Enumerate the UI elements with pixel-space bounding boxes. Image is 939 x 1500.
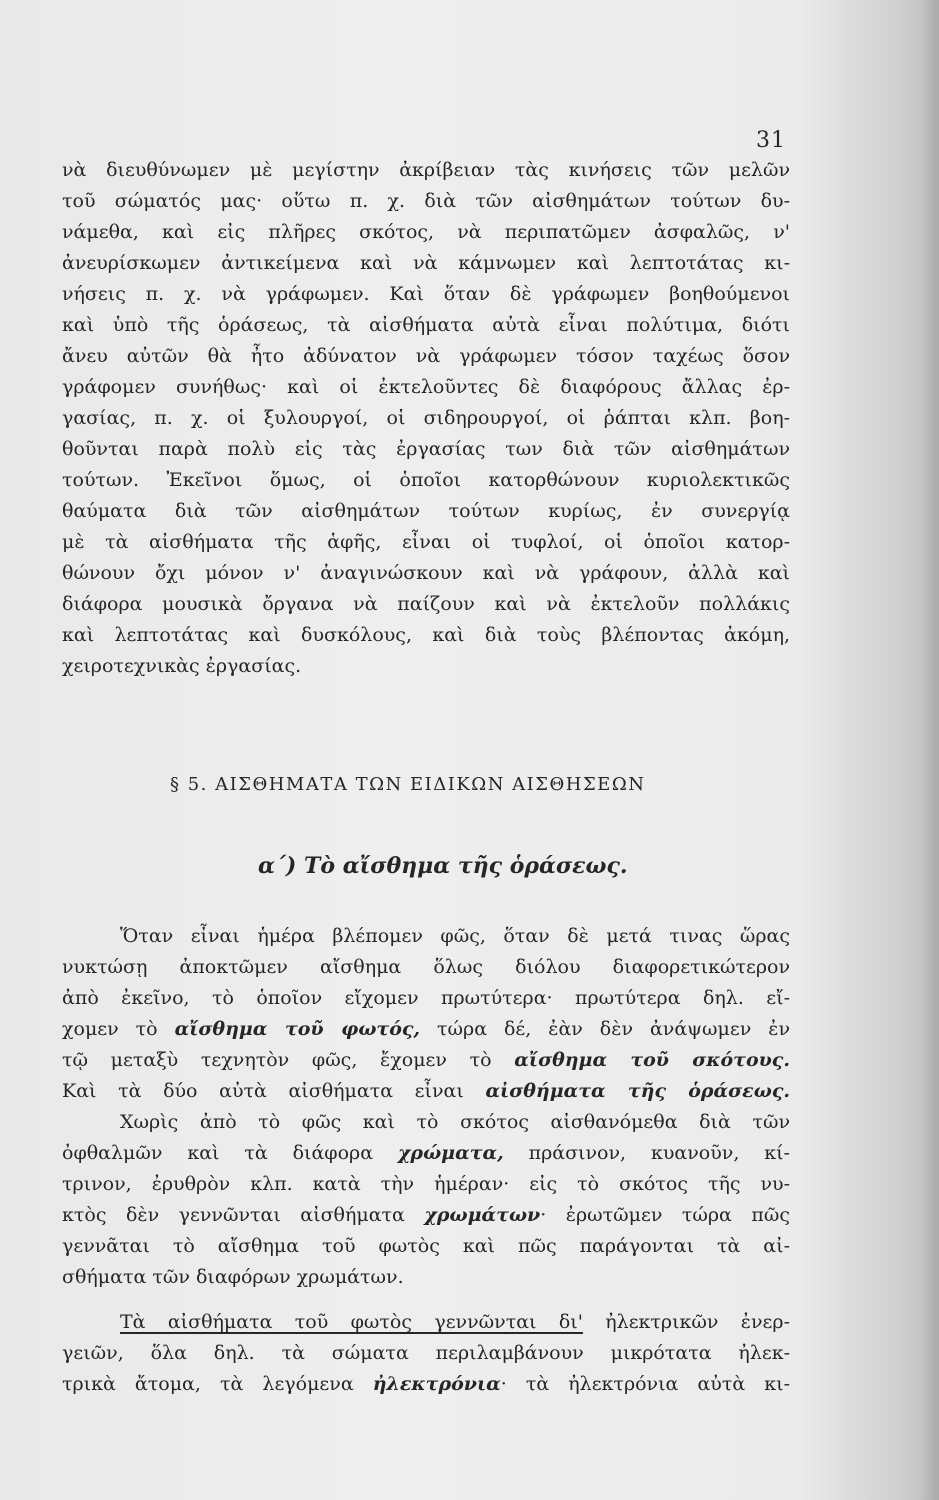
paragraph-2 [62, 921, 790, 1107]
text-line: ἄνευ αὐτῶν θὰ ἦτο ἀδύνατον νὰ γράφωμεν τόσον ταχέως ὅσον [62, 345, 790, 367]
text-line: νυκτώσῃ ἀποκτῶμεν αἴσθημα ὅλως διόλου διαφορετικώτερον [62, 956, 790, 978]
paragraph-4 [62, 1307, 790, 1400]
text-line: ἀνευρίσκωμεν ἀντικείμενα καὶ νὰ κάμνωμεν καὶ λεπτοτάτας κι- [62, 252, 790, 274]
text-line [62, 1076, 790, 1107]
emphasis-text: χρώματα, [397, 1142, 504, 1164]
paragraph-1 [62, 155, 790, 682]
text-line [62, 1045, 790, 1076]
text-line: θοῦνται παρὰ πολὺ εἰς τὰς ἐργασίας των διὰ τῶν αἰσθημάτων [62, 438, 790, 460]
text-line: χειροτεχνικὰς ἐργασίας. [62, 655, 302, 677]
text-line: διάφορα μουσικὰ ὄργανα νὰ παίζουν καὶ νὰ ἐκτελοῦν πολλάκις [62, 593, 790, 615]
text-line: καὶ λεπτοτάτας καὶ δυσκόλους, καὶ διὰ τοὺς βλέποντας ἀκόμη, [62, 624, 790, 646]
text-line [62, 1014, 790, 1045]
sub-heading: α΄) Τὸ αἴσθημα τῆς ὁράσεως. [258, 853, 628, 879]
text-line: ἀπὸ ἐκεῖνο, τὸ ὁποῖον εἴχομεν πρωτύτερα· πρωτύτερα δηλ. εἴ- [62, 987, 790, 1009]
text-line: καὶ ὑπὸ τῆς ὁράσεως, τὰ αἰσθήματα αὐτὰ εἶναι πολύτιμα, διότι [62, 314, 790, 336]
text-line: νάμεθα, καὶ εἰς πλῆρες σκότος, νὰ περιπατῶμεν ἀσφαλῶς, ν' [62, 221, 790, 243]
text-fragment: τώρα δέ, ἐὰν δὲν ἀνάψωμεν ἐν [420, 1018, 790, 1040]
text-fragment: · τὰ ἠλεκτρόνια αὐτὰ κι- [500, 1373, 790, 1395]
text-fragment: · ἐρωτῶμεν τώρα πῶς [540, 1204, 790, 1226]
text-fragment: πράσινον, κυανοῦν, κί- [503, 1142, 790, 1164]
emphasis-text: χρωμάτων [424, 1204, 541, 1226]
emphasis-text: ἠλεκτρόνια [372, 1373, 501, 1395]
text-line: τοῦ σώματός μας· οὕτω π. χ. διὰ τῶν αἰσθημάτων τούτων δυ- [62, 190, 790, 212]
text-fragment: κτὸς δὲν γεννῶνται αἰσθήματα [62, 1204, 425, 1226]
section-heading: § 5. ΑΙΣΘΗΜΑΤΑ ΤΩΝ ΕΙΔΙΚΩΝ ΑΙΣΘΗΣΕΩΝ [170, 774, 646, 795]
text-line: Χωρὶς ἀπὸ τὸ φῶς καὶ τὸ σκότος αἰσθανόμεθα διὰ τῶν [120, 1111, 790, 1133]
emphasis-text: αἰσθήματα τῆς ὁράσεως. [485, 1080, 790, 1102]
text-line: γεννᾶται τὸ αἴσθημα τοῦ φωτὸς καὶ πῶς παράγονται τὰ αἰ- [62, 1235, 790, 1257]
text-line [62, 1138, 790, 1169]
page-binding-shadow [917, 0, 939, 1500]
emphasis-text: αἴσθημα τοῦ φωτός, [174, 1018, 421, 1040]
text-fragment: ἠλεκτρικῶν ἐνερ- [582, 1311, 790, 1333]
text-fragment: χομεν τὸ [62, 1018, 175, 1040]
text-line: τρινον, ἐρυθρὸν κλπ. κατὰ τὴν ἡμέραν· εἰς τὸ σκότος τῆς νυ- [62, 1173, 790, 1195]
underlined-text: Τὰ αἰσθήματα τοῦ φωτὸς γεννῶνται δι' [120, 1311, 583, 1333]
text-line: θαύματα διὰ τῶν αἰσθημάτων τούτων κυρίως, ἐν συνεργίᾳ [62, 500, 790, 522]
text-fragment: ὀφθαλμῶν καὶ τὰ διάφορα [62, 1142, 398, 1164]
text-line [62, 1369, 790, 1400]
text-line: γειῶν, ὅλα δηλ. τὰ σώματα περιλαμβάνουν μικρότατα ἠλεκ- [62, 1342, 790, 1364]
page-number: 31 [756, 128, 786, 153]
text-line: τούτων. Ἐκεῖνοι ὅμως, οἱ ὁποῖοι κατορθώνουν κυριολεκτικῶς [62, 469, 790, 491]
text-line: νὰ διευθύνωμεν μὲ μεγίστην ἀκρίβειαν τὰς κινήσεις τῶν μελῶν [62, 159, 790, 181]
text-line: σθήματα τῶν διαφόρων χρωμάτων. [62, 1266, 404, 1288]
text-fragment: τῷ μεταξὺ τεχνητὸν φῶς, ἔχομεν τὸ [62, 1049, 515, 1071]
text-line: νήσεις π. χ. νὰ γράφωμεν. Καὶ ὅταν δὲ γράφωμεν βοηθούμενοι [62, 283, 790, 305]
text-line [62, 1307, 790, 1338]
text-line: θώνουν ὄχι μόνον ν' ἀναγινώσκουν καὶ νὰ γράφουν, ἀλλὰ καὶ [62, 562, 790, 584]
text-line: γράφομεν συνήθως· καὶ οἱ ἐκτελοῦντες δὲ διαφόρους ἄλλας ἐρ- [62, 376, 790, 398]
text-fragment: τρικὰ ἄτομα, τὰ λεγόμενα [62, 1373, 373, 1395]
paragraph-3 [62, 1107, 790, 1293]
text-line: γασίας, π. χ. οἱ ξυλουργοί, οἱ σιδηρουργοί, οἱ ῥάπται κλπ. βοη- [62, 407, 790, 429]
text-fragment: Καὶ τὰ δύο αὐτὰ αἰσθήματα εἶναι [62, 1080, 486, 1102]
text-line: Ὅταν εἶναι ἡμέρα βλέπομεν φῶς, ὅταν δὲ μετά τινας ὥρας [120, 925, 790, 947]
text-line: μὲ τὰ αἰσθήματα τῆς ἁφῆς, εἶναι οἱ τυφλοί, οἱ ὁποῖοι κατορ- [62, 531, 790, 553]
emphasis-text: αἴσθημα τοῦ σκότους. [514, 1049, 790, 1071]
text-line [62, 1200, 790, 1231]
